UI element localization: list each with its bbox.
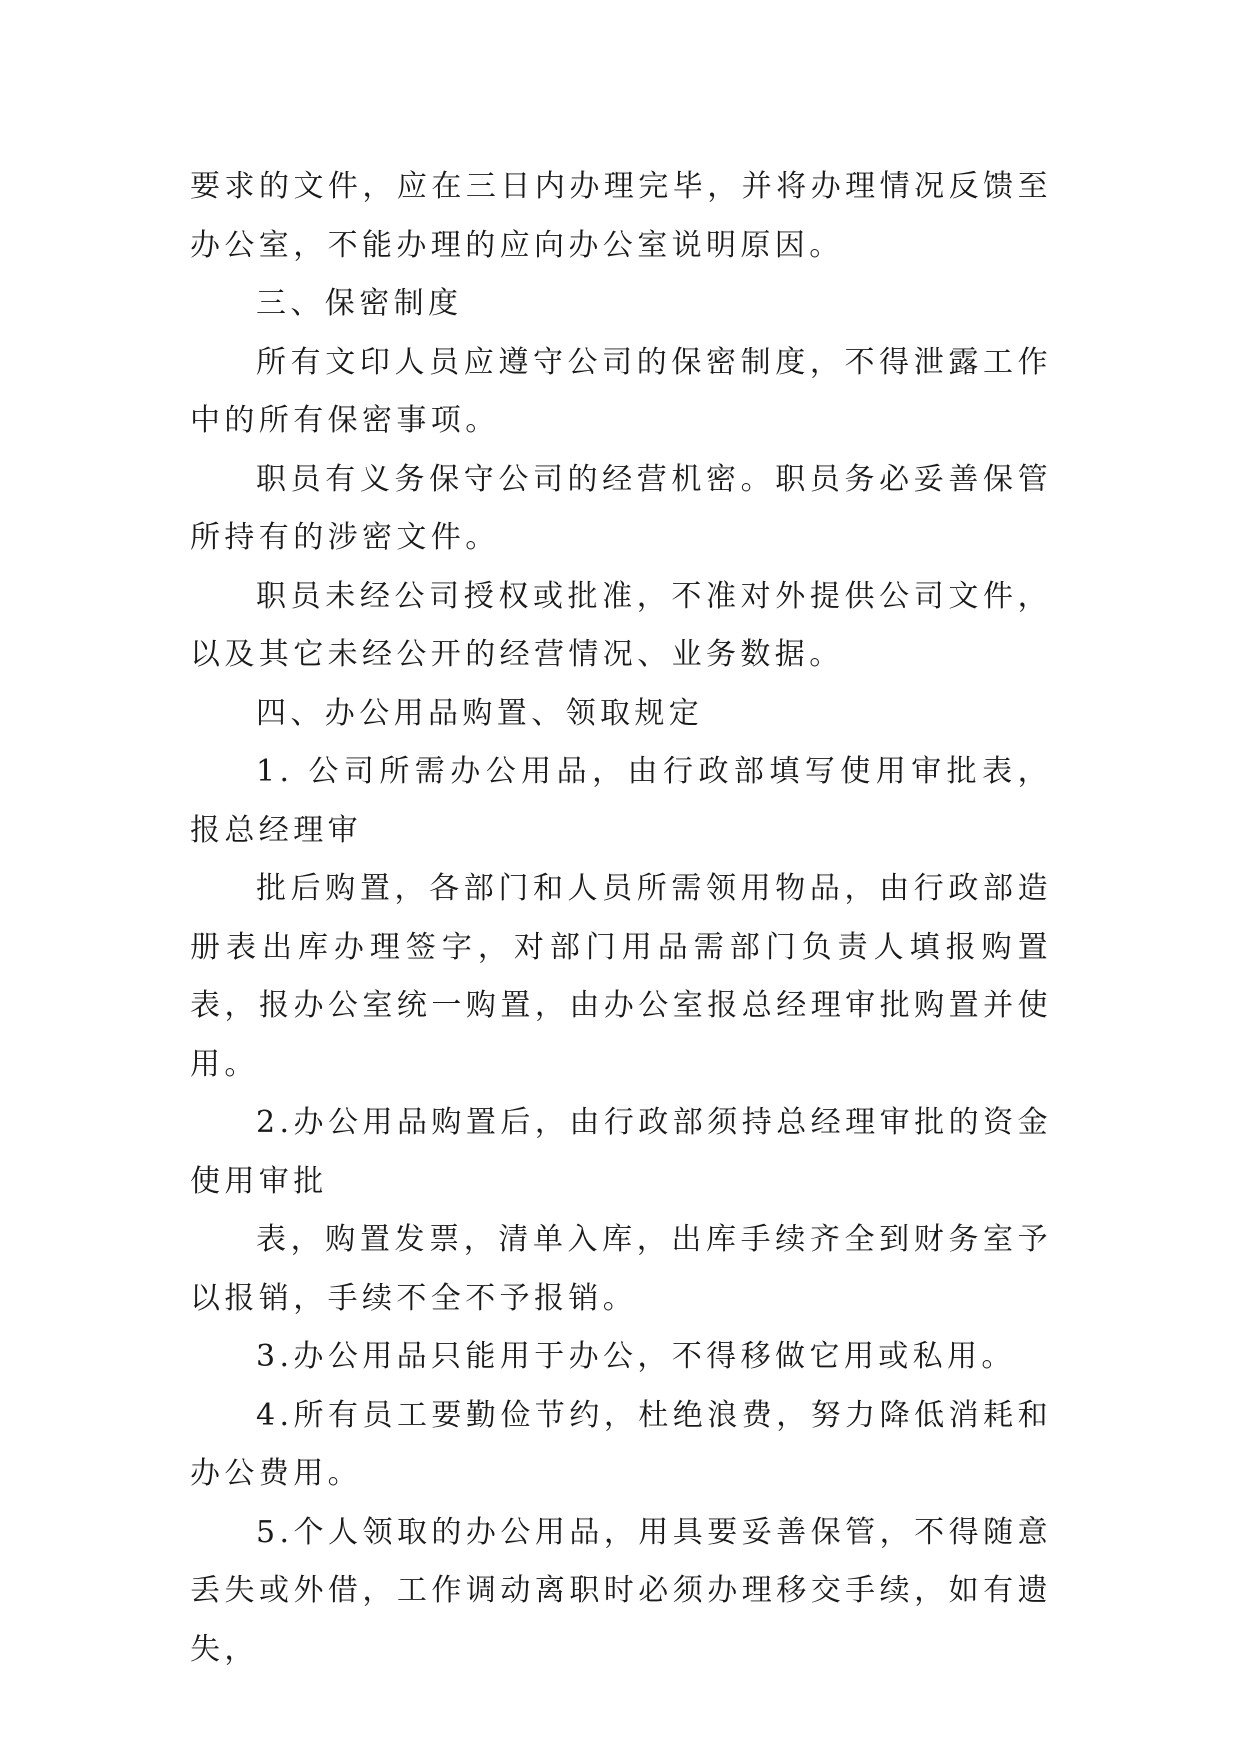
paragraph-rule-3: 3.办公用品只能用于办公，不得移做它用或私用。 [256, 1339, 1016, 1374]
paragraph-no-unauthorized-disclosure: 职员未经公司授权或批准，不准对外提供公司文件，以及其它未经公开的经营情况、业务数据。 [190, 578, 1052, 672]
heading-office-supplies-rules: 四、办公用品购置、领取规定 [256, 695, 704, 731]
paragraph-rule-2-continued: 表，购置发票，清单入库，出库手续齐全到财务室予以报销，手续不全不予报销。 [190, 1222, 1052, 1316]
paragraph-rule-1: 1. 公司所需办公用品，由行政部填写使用审批表，报总经理审 [190, 754, 1052, 848]
paragraph-rule-2: 2.办公用品购置后，由行政部须持总经理审批的资金使用审批 [190, 1105, 1052, 1199]
paragraph-rule-4: 4.所有员工要勤俭节约，杜绝浪费，努力降低消耗和办公费用。 [190, 1397, 1052, 1491]
paragraph-rule-1-continued: 批后购置，各部门和人员所需领用物品，由行政部造册表出库办理签字，对部门用品需部门负责人填报购置表，报办公室统一购置，由办公室报总经理审批购置并使用。 [190, 871, 1052, 1082]
paragraph-printing-staff-confidentiality: 所有文印人员应遵守公司的保密制度，不得泄露工作中的所有保密事项。 [190, 344, 1052, 438]
document-body [190, 158, 1052, 1679]
heading-confidentiality-system: 三、保密制度 [256, 286, 463, 321]
paragraph-rule-5: 5.个人领取的办公用品，用具要妥善保管，不得随意丢失或外借，工作调动离职时必须办理移交手续，如有遗失， [190, 1514, 1052, 1667]
paragraph-business-secrets: 职员有义务保守公司的经营机密。职员务必妥善保管所持有的涉密文件。 [190, 461, 1052, 555]
paragraph-file-handling: 要求的文件，应在三日内办理完毕，并将办理情况反馈至办公室，不能办理的应向办公室说明原因。 [190, 169, 1052, 263]
